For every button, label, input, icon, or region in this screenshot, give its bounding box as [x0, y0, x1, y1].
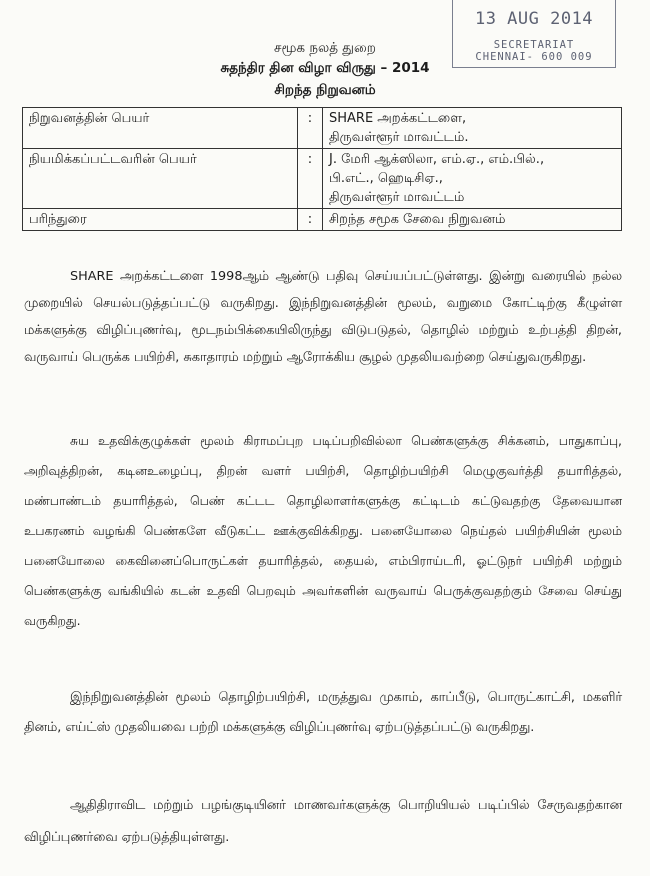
row-value [323, 108, 622, 149]
value-line: திருவள்ளூர் மாவட்டம் [329, 190, 465, 205]
value-line: திருவள்ளூர் மாவட்டம். [329, 130, 469, 145]
table-row [23, 108, 622, 149]
institution-info-table [22, 107, 622, 231]
department-title: சமூக நலத் துறை [274, 40, 376, 56]
paragraph-about: SHARE அறக்கட்டளை 1998ஆம் ஆண்டு பதிவு செய்யப்பட்டுள்ளது. இன்று வரையில் நல்ல முறையில் செயல்படுத்தப்பட்டு வருகிறது. இந்நிறுவனத்தின் மூலம், வறுமை கோட்டிற்கு கீழுள்ள மக்களுக்கு விழிப்புணர்வு, மூடநம்பிக்கையிலிருந்து விடுபடுதல், தொழில் மற்றும் உற்பத்தி திறன், வருவாய் பெருக்க பயிற்சி, சுகாதாரம் மற்றும் ஆரோக்கிய சூழல் முதலியவற்றை செய்துவருகிறது. [24, 269, 622, 365]
row-value [323, 149, 622, 209]
table-row [23, 149, 622, 209]
row-colon: : [298, 149, 323, 209]
paragraph-awareness: இந்நிறுவனத்தின் மூலம் தொழிற்பயிற்சி, மருத்துவ முகாம், காப்பீடு, பொருட்காட்சி, மகளிர் தினம், எய்ட்ஸ் முதலியவை பற்றி மக்களுக்கு விழிப்புணர்வு ஏற்படுத்தப்பட்டு வருகிறது. [24, 690, 622, 735]
stamp-city: CHENNAI- 600 009 [475, 51, 593, 63]
award-category: சிறந்த நிறுவனம் [274, 82, 376, 98]
value-line: J. மேரி ஆக்ஸிலா, எம்.ஏ., எம்.பில்., [329, 152, 545, 167]
row-label: நியமிக்கப்பட்டவரின் பெயர் [23, 149, 298, 209]
value-line: SHARE அறக்கட்டளை, [329, 111, 467, 126]
stamp-date: 13 AUG 2014 [474, 9, 594, 29]
row-colon: : [298, 209, 323, 231]
table-row [23, 209, 622, 231]
paragraph-self-help: சுய உதவிக்குழுக்கள் மூலம் கிராமப்புற படிப்பறிவில்லா பெண்களுக்கு சிக்கனம், பாதுகாப்பு, அறிவுத்திறன், கடினஉழைப்பு, திறன் வளர் பயிற்சி, தொழிற்பயிற்சி மெழுகுவர்த்தி தயாரித்தல், மண்பாண்டம் தயாரித்தல், பெண் கட்டட தொழிலாளர்களுக்கு கட்டிடம் கட்டுவதற்கு தேவையான உபகரணம் வழங்கி பெண்களே வீடுகட்ட ஊக்குவிக்கிறது. பனையோலை நெய்தல் பயிற்சியின் மூலம் பனையோலை கைவினைப்பொருட்கள் தயாரித்தல், தையல், எம்பிராய்டரி, ஓட்டுநர் பயிற்சி மற்றும் பெண்களுக்கு வங்கியில் கடன் உதவி பெறவும் அவர்களின் வருவாய் பெருக்குவதற்கும் சேவை செய்து வருகிறது. [24, 433, 622, 628]
award-title: சுதந்திர தின விழா விருது – 2014 [220, 60, 430, 76]
row-label: நிறுவனத்தின் பெயர் [23, 108, 298, 149]
row-colon: : [298, 108, 323, 149]
value-line: சிறந்த சமூக சேவை நிறுவனம் [329, 212, 506, 227]
row-label: பரிந்துரை [23, 209, 298, 231]
value-line: பி.எட்., ஹெடிசிஏ., [329, 171, 443, 186]
stamp-office: SECRETARIAT [493, 39, 575, 51]
row-value [323, 209, 622, 231]
paragraph-education: ஆதிதிராவிட மற்றும் பழங்குடியினர் மாணவர்களுக்கு பொறியியல் படிப்பில் சேருவதற்கான விழிப்புணர்வை ஏற்படுத்தியுள்ளது. [24, 798, 622, 845]
